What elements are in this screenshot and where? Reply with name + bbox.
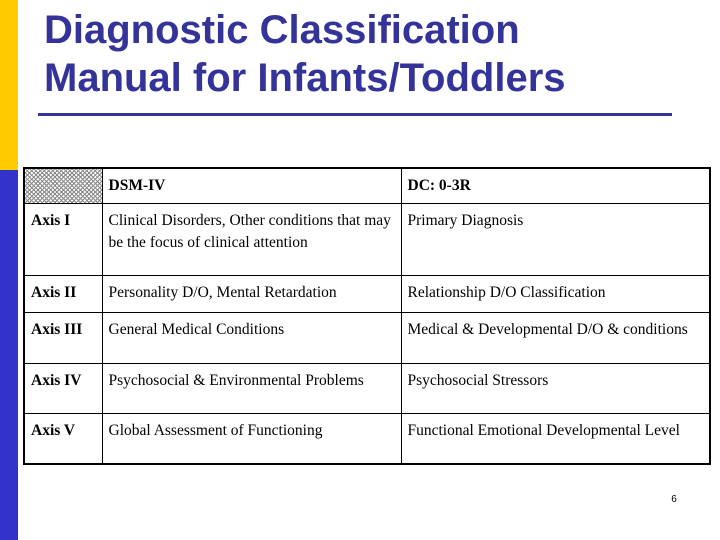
axis-cell: Axis III (24, 313, 102, 364)
dc-cell: Primary Diagnosis (401, 204, 710, 276)
slide-title-line-1: Diagnostic Classification (44, 8, 520, 52)
accent-bar-yellow (0, 0, 18, 170)
slide-title-line-2: Manual for Infants/Toddlers (44, 56, 566, 100)
axis-cell: Axis V (24, 414, 102, 464)
title-underline (38, 113, 672, 116)
dc-cell: Medical & Developmental D/O & conditions (401, 313, 710, 364)
header-cell-dsm: DSM-IV (102, 168, 401, 204)
table-row (24, 276, 710, 313)
axis-cell: Axis II (24, 276, 102, 313)
table-header-row (24, 168, 710, 204)
table-row (24, 414, 710, 464)
dc-cell: Psychosocial Stressors (401, 364, 710, 414)
header-cell-dc: DC: 0-3R (401, 168, 710, 204)
dsm-cell: Clinical Disorders, Other conditions that may be the focus of clinical attention (102, 204, 401, 276)
comparison-table (23, 167, 711, 465)
axis-cell: Axis IV (24, 364, 102, 414)
dsm-cell: Psychosocial & Environmental Problems (102, 364, 401, 414)
header-cell-empty (24, 168, 102, 204)
table-row (24, 204, 710, 276)
dsm-cell: Global Assessment of Functioning (102, 414, 401, 464)
dc-cell: Relationship D/O Classification (401, 276, 710, 313)
dsm-cell: Personality D/O, Mental Retardation (102, 276, 401, 313)
table-row (24, 364, 710, 414)
page-number: 6 (671, 494, 677, 505)
slide-title (44, 6, 684, 102)
dsm-cell: General Medical Conditions (102, 313, 401, 364)
accent-bar-blue (0, 170, 18, 540)
dc-cell: Functional Emotional Developmental Level (401, 414, 710, 464)
table-row (24, 313, 710, 364)
axis-cell: Axis I (24, 204, 102, 276)
